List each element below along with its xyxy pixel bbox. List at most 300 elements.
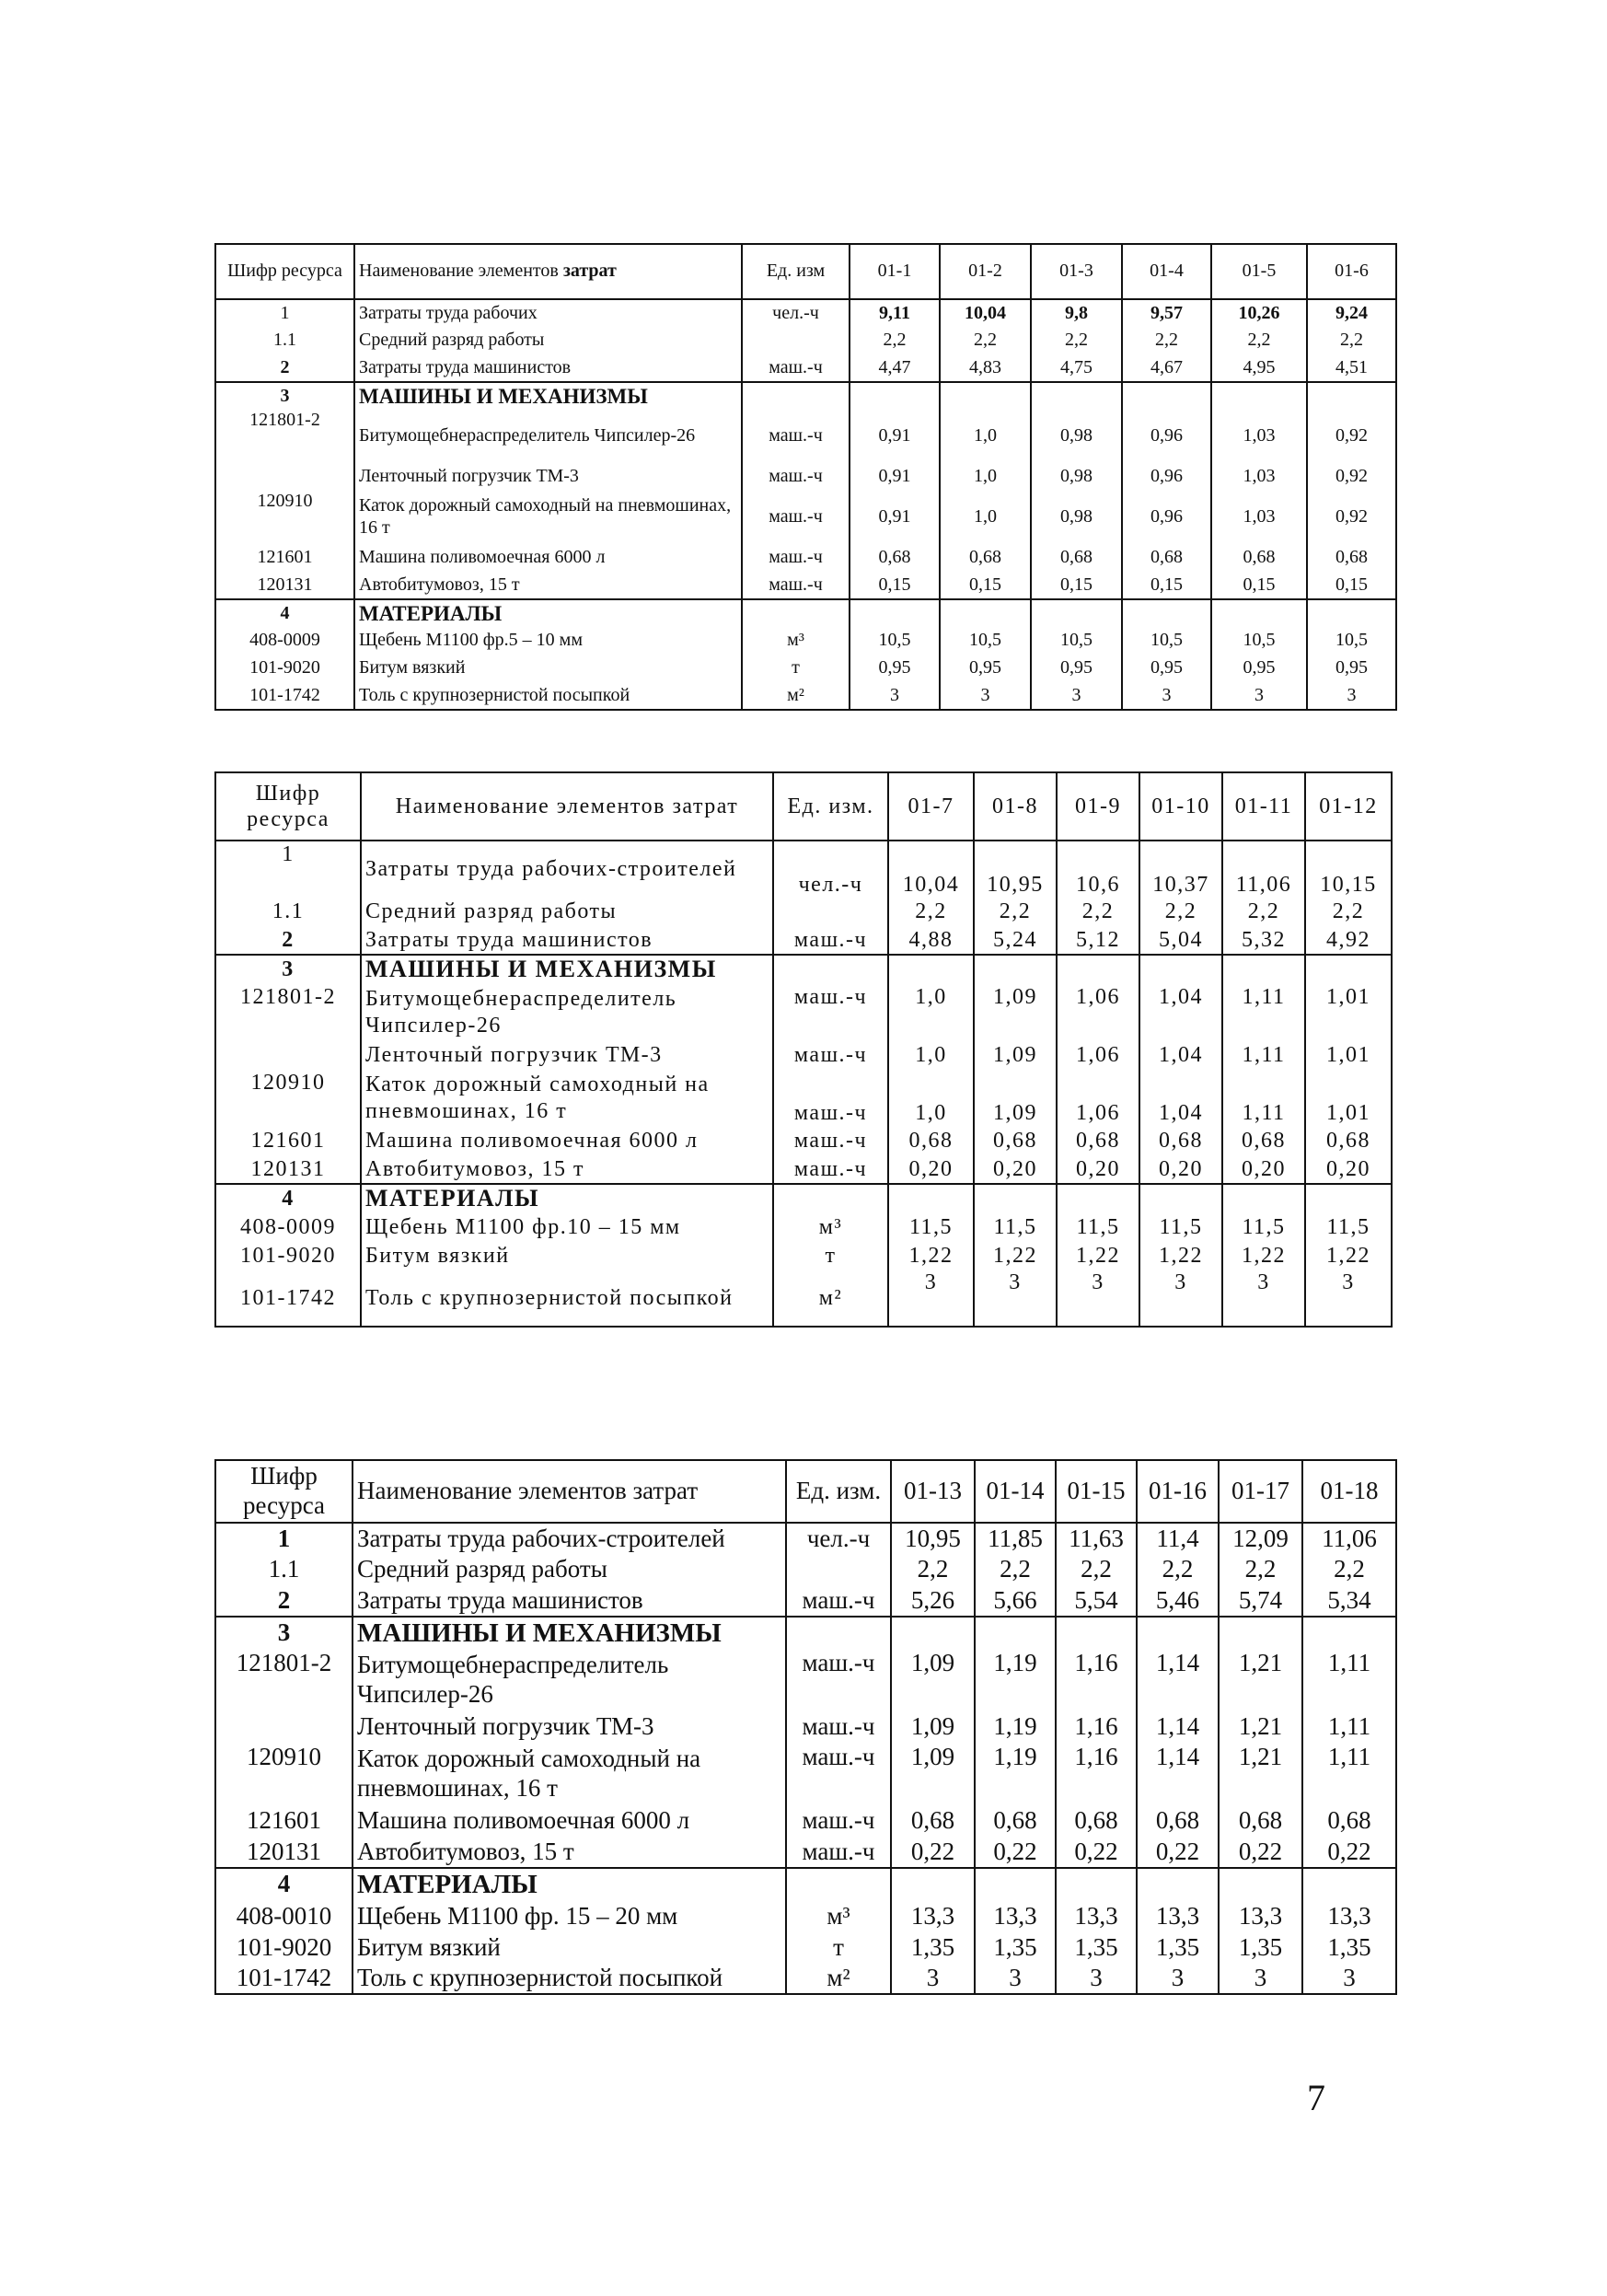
norm-value: 0,20 — [1222, 1155, 1305, 1184]
norm-value: 1,11 — [1222, 1041, 1305, 1070]
norm-value: 9,57 — [1122, 299, 1211, 327]
table-row — [215, 1743, 1396, 1805]
col-header-norm: 01-18 — [1302, 1460, 1396, 1523]
norm-value: 5,26 — [891, 1585, 975, 1617]
resource-unit: маш.-ч — [786, 1585, 891, 1617]
resource-name: Битумощебнераспределитель Чипсилер-26 — [361, 984, 773, 1041]
resource-unit: маш.-ч — [786, 1649, 891, 1711]
norm-value: 10,26 — [1211, 299, 1307, 327]
resource-name: Средний разряд работы — [354, 327, 742, 354]
col-header-unit: Ед. изм. — [786, 1460, 891, 1523]
norm-value: 2,2 — [1305, 898, 1392, 926]
norm-value: 10,37 — [1139, 841, 1222, 898]
norm-value: 11,4 — [1137, 1523, 1219, 1554]
norm-value: 5,66 — [975, 1585, 1056, 1617]
norm-value: 0,22 — [1219, 1837, 1302, 1868]
table-body — [215, 299, 1396, 710]
table-row — [215, 898, 1392, 926]
norm-value: 2,2 — [888, 898, 974, 926]
norm-value: 0,68 — [1122, 544, 1211, 572]
norm-value: 2,2 — [1219, 1554, 1302, 1585]
norm-value: 0,68 — [1137, 1805, 1219, 1837]
norm-value: 1,09 — [974, 1041, 1057, 1070]
section-title: МАШИНЫ И МЕХАНИЗМЫ — [354, 382, 742, 410]
norm-value: 13,3 — [1056, 1900, 1137, 1931]
table-row — [215, 1931, 1396, 1963]
table-row — [215, 491, 1396, 544]
table-row — [215, 1041, 1392, 1070]
col-header-norm: 01-11 — [1222, 772, 1305, 841]
section-row — [215, 1868, 1396, 1900]
table-row — [215, 410, 1396, 463]
norm-value: 0,22 — [1056, 1837, 1137, 1868]
norm-value: 0,68 — [974, 1127, 1057, 1155]
norm-value: 0,95 — [940, 655, 1031, 682]
norm-value: 1,01 — [1305, 1041, 1392, 1070]
resource-code: 1.1 — [215, 1554, 353, 1585]
norm-value: 11,06 — [1302, 1523, 1396, 1554]
norm-value: 1,03 — [1211, 463, 1307, 491]
col-header-norm: 01-5 — [1211, 244, 1307, 299]
norm-value: 1,16 — [1056, 1711, 1137, 1743]
resource-unit: т — [773, 1241, 888, 1270]
col-header-norm: 01-6 — [1307, 244, 1396, 299]
table-row — [215, 463, 1396, 491]
resource-code: 120910 — [215, 1070, 361, 1127]
section-title: МАШИНЫ И МЕХАНИЗМЫ — [361, 955, 773, 984]
resource-code: 101-1742 — [215, 1963, 353, 1994]
resource-name: Средний разряд работы — [361, 898, 773, 926]
norm-value: 5,74 — [1219, 1585, 1302, 1617]
norm-value: 1,01 — [1305, 984, 1392, 1041]
norm-value: 0,68 — [888, 1127, 974, 1155]
resource-name: Затраты труда машинистов — [353, 1585, 786, 1617]
norm-value: 0,22 — [1137, 1837, 1219, 1868]
norm-value: 0,15 — [940, 572, 1031, 599]
norm-value: 2,2 — [974, 898, 1057, 926]
resource-name: Битумощебнераспределитель Чипсилер-26 — [353, 1649, 786, 1711]
norm-value: 2,2 — [1057, 898, 1139, 926]
norm-value: 4,83 — [940, 354, 1031, 382]
norm-value: 9,8 — [1031, 299, 1122, 327]
resource-code: 1.1 — [215, 898, 361, 926]
norm-value: 10,5 — [1122, 627, 1211, 655]
norm-value: 1,06 — [1057, 1041, 1139, 1070]
section-row — [215, 382, 1396, 410]
norm-value: 1,11 — [1302, 1649, 1396, 1711]
norm-value: 3 — [1057, 1270, 1139, 1327]
resource-unit: маш.-ч — [742, 354, 850, 382]
resource-unit: м² — [786, 1963, 891, 1994]
norm-value: 0,95 — [1122, 655, 1211, 682]
norm-value: 2,2 — [975, 1554, 1056, 1585]
resource-name: Каток дорожный самоходный на пневмошинах, 16 т — [354, 491, 742, 544]
table-body — [215, 1523, 1396, 1994]
resource-name: Щебень М1100 фр. 15 – 20 мм — [353, 1900, 786, 1931]
resource-unit: маш.-ч — [786, 1743, 891, 1805]
resource-code — [215, 1041, 361, 1070]
table-row — [215, 299, 1396, 327]
col-header-norm: 01-7 — [888, 772, 974, 841]
resource-unit: маш.-ч — [786, 1711, 891, 1743]
norm-value: 0,15 — [850, 572, 940, 599]
table-row — [215, 327, 1396, 354]
norm-value: 0,68 — [850, 544, 940, 572]
resource-code: 2 — [215, 1585, 353, 1617]
resource-name: Битум вязкий — [354, 655, 742, 682]
section-code: 3 — [215, 955, 361, 984]
norm-value: 1,06 — [1057, 1070, 1139, 1127]
norm-value: 3 — [1211, 682, 1307, 710]
norm-value: 5,24 — [974, 926, 1057, 955]
norm-value: 0,22 — [1302, 1837, 1396, 1868]
header-row — [215, 772, 1392, 841]
resource-name: Ленточный погрузчик ТМ-3 — [354, 463, 742, 491]
table-row — [215, 1155, 1392, 1184]
col-header-name-plain: Наименование элементов — [359, 261, 563, 282]
norm-value: 1,35 — [1056, 1931, 1137, 1963]
norm-value: 0,68 — [1056, 1805, 1137, 1837]
norm-value: 0,68 — [940, 544, 1031, 572]
resource-name: Битум вязкий — [361, 1241, 773, 1270]
norm-value: 10,95 — [974, 841, 1057, 898]
norm-value: 0,95 — [1211, 655, 1307, 682]
norm-value: 0,68 — [1222, 1127, 1305, 1155]
norm-value: 11,5 — [1222, 1212, 1305, 1241]
col-header-norm: 01-16 — [1137, 1460, 1219, 1523]
norm-value: 0,92 — [1307, 410, 1396, 463]
norm-value: 1,11 — [1222, 984, 1305, 1041]
resource-unit: маш.-ч — [742, 544, 850, 572]
resource-code: 121601 — [215, 1127, 361, 1155]
resource-code: 121801-2 — [215, 1649, 353, 1711]
col-header-unit: Ед. изм — [742, 244, 850, 299]
norm-value: 0,92 — [1307, 491, 1396, 544]
table-row — [215, 1270, 1392, 1327]
norm-value: 0,68 — [1139, 1127, 1222, 1155]
norm-value: 11,5 — [888, 1212, 974, 1241]
resource-name: Машина поливомоечная 6000 л — [354, 544, 742, 572]
table-row — [215, 1711, 1396, 1743]
table-row — [215, 354, 1396, 382]
section-code: 4 — [215, 1868, 353, 1900]
norm-value: 0,68 — [1211, 544, 1307, 572]
norm-value: 0,20 — [1139, 1155, 1222, 1184]
table-row — [215, 1070, 1392, 1127]
resource-name: Битумощебнераспределитель Чипсилер-26 — [354, 410, 742, 463]
resource-name: Толь с крупнозернистой посыпкой — [353, 1963, 786, 1994]
norm-value: 1,04 — [1139, 1070, 1222, 1127]
col-header-norm: 01-2 — [940, 244, 1031, 299]
norm-value: 0,22 — [975, 1837, 1056, 1868]
norm-value: 10,5 — [1211, 627, 1307, 655]
norm-value: 1,14 — [1137, 1649, 1219, 1711]
resource-unit: маш.-ч — [773, 1041, 888, 1070]
section-code: 4 — [215, 1184, 361, 1213]
norm-value: 0,20 — [1305, 1155, 1392, 1184]
table-row — [215, 572, 1396, 599]
norm-value: 0,98 — [1031, 491, 1122, 544]
resource-unit: м³ — [786, 1900, 891, 1931]
section-title: МАТЕРИАЛЫ — [354, 599, 742, 627]
norm-value: 1,01 — [1305, 1070, 1392, 1127]
page-number: 7 — [1307, 2077, 1325, 2118]
norm-value: 1,0 — [888, 984, 974, 1041]
norm-value: 2,2 — [850, 327, 940, 354]
resource-unit: маш.-ч — [742, 410, 850, 463]
resource-code: 2 — [215, 354, 354, 382]
resource-unit: маш.-ч — [773, 926, 888, 955]
table-row — [215, 1554, 1396, 1585]
norm-value: 9,11 — [850, 299, 940, 327]
norm-value: 5,34 — [1302, 1585, 1396, 1617]
resource-code — [215, 1711, 353, 1743]
resource-name: Ленточный погрузчик ТМ-3 — [353, 1711, 786, 1743]
norm-value: 1,22 — [974, 1241, 1057, 1270]
resource-unit: т — [742, 655, 850, 682]
resource-code: 121601 — [215, 1805, 353, 1837]
resource-name: Автобитумовоз, 15 т — [353, 1837, 786, 1868]
norm-value: 12,09 — [1219, 1523, 1302, 1554]
col-header-code: Шифр ресурса — [215, 772, 361, 841]
norm-value: 0,15 — [1211, 572, 1307, 599]
norm-value: 1,11 — [1302, 1711, 1396, 1743]
norm-value: 1,21 — [1219, 1649, 1302, 1711]
norm-value: 10,95 — [891, 1523, 975, 1554]
norm-value: 1,22 — [1139, 1241, 1222, 1270]
resource-table-1 — [214, 243, 1397, 711]
norm-value: 3 — [1305, 1270, 1392, 1327]
norm-value: 0,92 — [1307, 463, 1396, 491]
norm-value: 0,68 — [1057, 1127, 1139, 1155]
norm-value: 0,68 — [1219, 1805, 1302, 1837]
norm-value: 10,5 — [850, 627, 940, 655]
norm-value: 3 — [1137, 1963, 1219, 1994]
norm-value: 1,22 — [1305, 1241, 1392, 1270]
section-title: МАШИНЫ И МЕХАНИЗМЫ — [353, 1617, 786, 1649]
section-row — [215, 599, 1396, 627]
norm-value: 1,0 — [940, 491, 1031, 544]
norm-value: 10,5 — [940, 627, 1031, 655]
col-header-norm: 01-9 — [1057, 772, 1139, 841]
norm-value: 9,24 — [1307, 299, 1396, 327]
norm-value: 1,35 — [975, 1931, 1056, 1963]
norm-value: 2,2 — [1122, 327, 1211, 354]
norm-value: 11,63 — [1056, 1523, 1137, 1554]
norm-value: 1,11 — [1302, 1743, 1396, 1805]
table-row — [215, 627, 1396, 655]
col-header-norm: 01-1 — [850, 244, 940, 299]
norm-value: 0,98 — [1031, 410, 1122, 463]
norm-value: 13,3 — [1302, 1900, 1396, 1931]
resource-unit: м² — [773, 1270, 888, 1327]
resource-code: 101-1742 — [215, 682, 354, 710]
resource-code: 101-9020 — [215, 655, 354, 682]
resource-code: 121801-2 — [215, 984, 361, 1041]
resource-name: Битум вязкий — [353, 1931, 786, 1963]
norm-value: 1,35 — [1302, 1931, 1396, 1963]
resource-code: 101-1742 — [215, 1270, 361, 1327]
norm-value: 10,15 — [1305, 841, 1392, 898]
norm-value: 0,68 — [891, 1805, 975, 1837]
resource-name: Машина поливомоечная 6000 л — [361, 1127, 773, 1155]
norm-value: 5,32 — [1222, 926, 1305, 955]
resource-code: 121601 — [215, 544, 354, 572]
col-header-norm: 01-12 — [1305, 772, 1392, 841]
norm-value: 0,96 — [1122, 410, 1211, 463]
resource-unit — [742, 327, 850, 354]
header-row — [215, 244, 1396, 299]
norm-value: 2,2 — [1031, 327, 1122, 354]
norm-value: 2,2 — [1211, 327, 1307, 354]
norm-value: 0,95 — [850, 655, 940, 682]
resource-unit — [773, 898, 888, 926]
resource-name: Автобитумовоз, 15 т — [361, 1155, 773, 1184]
resource-code: 408-0010 — [215, 1900, 353, 1931]
table-row — [215, 1585, 1396, 1617]
norm-value: 1,19 — [975, 1711, 1056, 1743]
col-header-norm: 01-15 — [1056, 1460, 1137, 1523]
resource-unit: м² — [742, 682, 850, 710]
col-header-name: Наименование элементов затрат — [361, 772, 773, 841]
norm-value: 0,95 — [1031, 655, 1122, 682]
norm-value: 0,15 — [1122, 572, 1211, 599]
norm-value: 0,68 — [1307, 544, 1396, 572]
norm-value: 2,2 — [940, 327, 1031, 354]
resource-code: 1 — [215, 1523, 353, 1554]
norm-value: 11,5 — [1139, 1212, 1222, 1241]
norm-value: 3 — [1219, 1963, 1302, 1994]
norm-value: 4,75 — [1031, 354, 1122, 382]
norm-value: 4,47 — [850, 354, 940, 382]
norm-value: 2,2 — [1302, 1554, 1396, 1585]
norm-value: 1,09 — [891, 1649, 975, 1711]
table-row — [215, 1523, 1396, 1554]
norm-value: 0,68 — [975, 1805, 1056, 1837]
section-row — [215, 1617, 1396, 1649]
norm-value: 1,09 — [891, 1743, 975, 1805]
norm-value: 1,04 — [1139, 1041, 1222, 1070]
header-row — [215, 1460, 1396, 1523]
table-row — [215, 841, 1392, 898]
norm-value: 4,95 — [1211, 354, 1307, 382]
resource-unit: маш.-ч — [773, 1155, 888, 1184]
col-header-name-bold: затрат — [562, 261, 617, 282]
norm-value: 5,46 — [1137, 1585, 1219, 1617]
norm-value: 1,16 — [1056, 1649, 1137, 1711]
col-header-norm: 01-14 — [975, 1460, 1056, 1523]
norm-value: 3 — [1056, 1963, 1137, 1994]
table-row — [215, 1900, 1396, 1931]
norm-value: 5,04 — [1139, 926, 1222, 955]
norm-value: 1,04 — [1139, 984, 1222, 1041]
resource-table-2 — [214, 771, 1393, 1328]
norm-value: 3 — [974, 1270, 1057, 1327]
norm-value: 3 — [1139, 1270, 1222, 1327]
norm-value: 2,2 — [1056, 1554, 1137, 1585]
section-title: МАТЕРИАЛЫ — [361, 1184, 773, 1213]
norm-value: 1,21 — [1219, 1711, 1302, 1743]
resource-name: Затраты труда машинистов — [361, 926, 773, 955]
norm-value: 1,14 — [1137, 1711, 1219, 1743]
col-header-unit: Ед. изм. — [773, 772, 888, 841]
resource-unit: м³ — [773, 1212, 888, 1241]
resource-name: Каток дорожный самоходный на пневмошинах, 16 т — [361, 1070, 773, 1127]
norm-value: 4,92 — [1305, 926, 1392, 955]
norm-value: 0,68 — [1302, 1805, 1396, 1837]
norm-value: 13,3 — [975, 1900, 1056, 1931]
norm-value: 3 — [1122, 682, 1211, 710]
norm-value: 5,12 — [1057, 926, 1139, 955]
norm-value: 3 — [975, 1963, 1056, 1994]
norm-value: 3 — [1222, 1270, 1305, 1327]
norm-value: 1,09 — [891, 1711, 975, 1743]
table-row — [215, 1212, 1392, 1241]
section-code: 3 — [215, 1617, 353, 1649]
section-code: 4 — [215, 599, 354, 627]
table-row — [215, 1837, 1396, 1868]
norm-value: 1,19 — [975, 1649, 1056, 1711]
norm-value: 4,51 — [1307, 354, 1396, 382]
table-row — [215, 926, 1392, 955]
col-header-norm: 01-17 — [1219, 1460, 1302, 1523]
resource-code: 121801-2 — [215, 410, 354, 463]
norm-value: 0,96 — [1122, 491, 1211, 544]
norm-value: 4,67 — [1122, 354, 1211, 382]
resource-code — [215, 463, 354, 491]
table-row — [215, 1241, 1392, 1270]
resource-name: Толь с крупнозернистой посыпкой — [354, 682, 742, 710]
norm-value: 1,22 — [1222, 1241, 1305, 1270]
resource-unit: маш.-ч — [742, 491, 850, 544]
norm-value: 0,15 — [1031, 572, 1122, 599]
norm-value: 0,20 — [1057, 1155, 1139, 1184]
section-title: МАТЕРИАЛЫ — [353, 1868, 786, 1900]
norm-value: 0,91 — [850, 463, 940, 491]
resource-name: Затраты труда машинистов — [354, 354, 742, 382]
norm-value: 1,03 — [1211, 410, 1307, 463]
col-header-code: Шифр ресурса — [215, 1460, 353, 1523]
col-header-norm: 01-10 — [1139, 772, 1222, 841]
norm-value: 0,91 — [850, 491, 940, 544]
table-row — [215, 984, 1392, 1041]
col-header-norm: 01-13 — [891, 1460, 975, 1523]
table-row — [215, 1127, 1392, 1155]
resource-name: Затраты труда рабочих-строителей — [353, 1523, 786, 1554]
section-row — [215, 1184, 1392, 1213]
resource-name: Автобитумовоз, 15 т — [354, 572, 742, 599]
norm-value: 3 — [1302, 1963, 1396, 1994]
col-header-code: Шифр ресурса — [215, 244, 354, 299]
resource-unit: маш.-ч — [773, 984, 888, 1041]
resource-code: 101-9020 — [215, 1931, 353, 1963]
resource-name: Толь с крупнозернистой посыпкой — [361, 1270, 773, 1327]
norm-value: 10,6 — [1057, 841, 1139, 898]
col-header-norm: 01-3 — [1031, 244, 1122, 299]
col-header-norm: 01-4 — [1122, 244, 1211, 299]
norm-value: 11,5 — [1057, 1212, 1139, 1241]
norm-value: 1,19 — [975, 1743, 1056, 1805]
resource-code: 120910 — [215, 1743, 353, 1805]
norm-value: 1,0 — [940, 410, 1031, 463]
norm-value: 2,2 — [891, 1554, 975, 1585]
norm-value: 1,35 — [891, 1931, 975, 1963]
norm-value: 2,2 — [1307, 327, 1396, 354]
norm-value: 1,03 — [1211, 491, 1307, 544]
norm-value: 3 — [1031, 682, 1122, 710]
table-body — [215, 841, 1392, 1327]
resource-name: Каток дорожный самоходный на пневмошинах, 16 т — [353, 1743, 786, 1805]
